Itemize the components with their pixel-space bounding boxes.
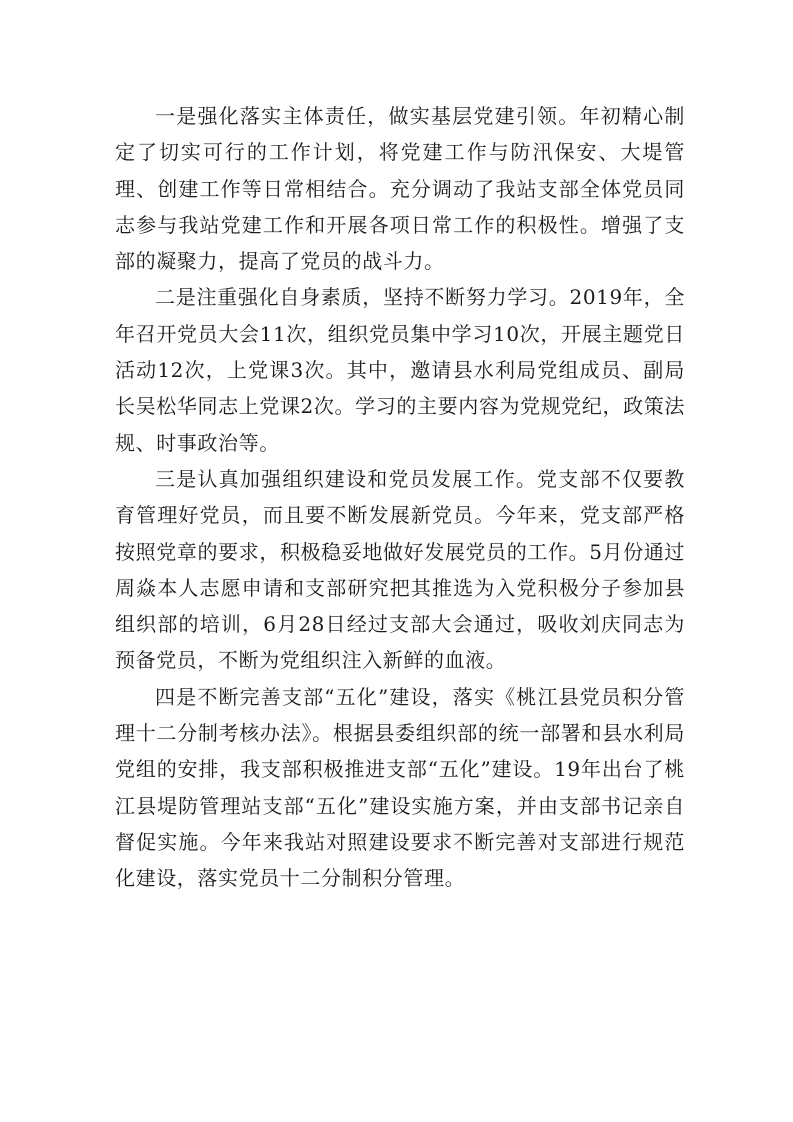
paragraph-party-building-responsibility: 一是强化落实主体责任，做实基层党建引领。年初精心制定了切实可行的工作计划，将党建工作与防汛保安、大堤管理、创建工作等日常相结合。充分调动了我站支部全体党员同志参与我站党建工作和开展各项日常工作的积极性。增强了支部的凝聚力，提高了党员的战斗力。	[115, 104, 685, 274]
document-body	[115, 98, 685, 897]
paragraph-self-study: 二是注重强化自身素质，坚持不断努力学习。2019年，全年召开党员大会11次，组织党员集中学习10次，开展主题党日活动12次，上党课3次。其中，邀请县水利局党组成员、副局长吴松华同志上党课2次。学习的主要内容为党规党纪，政策法规、时事政治等。	[115, 285, 685, 455]
paragraph-organization-development: 三是认真加强组织建设和党员发展工作。党支部不仅要教育管理好党员，而且要不断发展新党员。今年来，党支部严格按照党章的要求，积极稳妥地做好发展党员的工作。5月份通过周焱本人志愿申请和支部研究把其推选为入党积极分子参加县组织部的培训，6月28日经过支部大会通过，吸收刘庆同志为预备党员，不断为党组织注入新鲜的血液。	[115, 466, 685, 673]
paragraph-five-standards-construction: 四是不断完善支部“五化”建设，落实《桃江县党员积分管理十二分制考核办法》。根据县委组织部的统一部署和县水利局党组的安排，我支部积极推进支部“五化”建设。19年出台了桃江县堤防管理站支部“五化”建设实施方案，并由支部书记亲自督促实施。今年来我站对照建设要求不断完善对支部进行规范化建设，落实党员十二分制积分管理。	[115, 684, 685, 891]
